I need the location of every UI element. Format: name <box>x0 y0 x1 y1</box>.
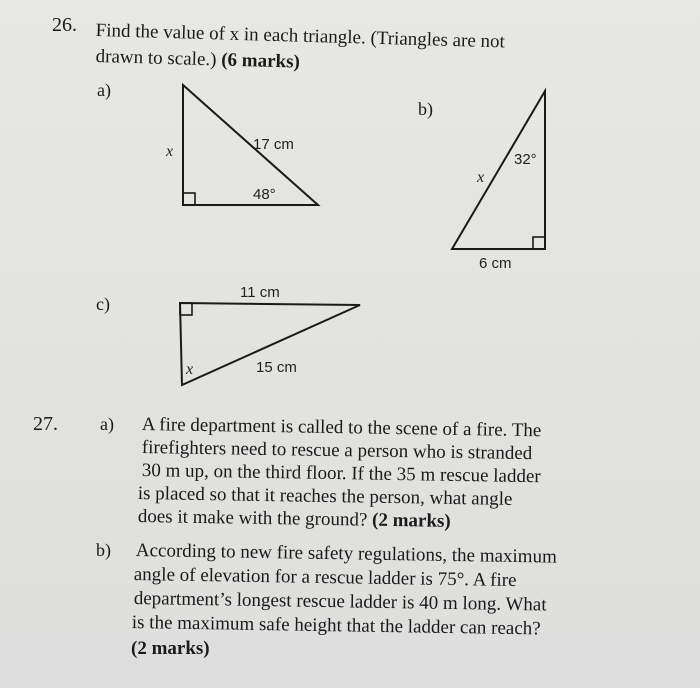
part-c-label: c) <box>96 294 110 314</box>
question-number-27: 27. <box>33 413 58 435</box>
triangle-a-hypotenuse-label: 17 cm <box>253 136 294 153</box>
q26-instruction-line1: Find the value of x in each triangle. (Triangles are not <box>95 20 506 53</box>
q27b-line-1: According to new fire safety regulations, the maximum <box>135 540 557 568</box>
q27a-line-2: firefighters need to rescue a person who is stranded <box>141 437 533 465</box>
q27a-line-5-text: does it make with the ground? <box>137 506 373 531</box>
q27-part-b-label: b) <box>96 540 111 560</box>
q27b-marks: (2 marks) <box>131 638 210 659</box>
q27-part-a-label: a) <box>100 414 114 434</box>
triangle-c-top-label: 11 cm <box>240 284 280 301</box>
q27a-marks: (2 marks) <box>371 509 451 532</box>
q27b-line-2: angle of elevation for a rescue ladder is 75°. A fire <box>133 564 517 592</box>
triangle-b-x-label: x <box>477 169 485 186</box>
triangle-c-hypotenuse-label: 15 cm <box>256 359 297 376</box>
q26-instruction-text: drawn to scale.) <box>95 46 222 71</box>
q27a-line-1: A fire department is called to the scene of a fire. The <box>141 414 542 442</box>
triangle-b-angle-label: 32° <box>514 151 537 168</box>
q27a-line-4: is placed so that it reaches the person, what angle <box>137 483 513 510</box>
part-b-label: b) <box>418 99 433 119</box>
triangle-b-base-label: 6 cm <box>479 255 512 272</box>
triangle-a-x-label: x <box>166 143 174 160</box>
q27a-line-3: 30 m up, on the third floor. If the 35 m rescue ladder <box>141 460 541 488</box>
triangle-c-x-label: x <box>186 361 194 378</box>
question-number-26: 26. <box>52 14 77 36</box>
q27b-line-4: is the maximum safe height that the ladder can reach? <box>131 612 541 640</box>
part-a-label: a) <box>97 80 111 100</box>
q26-marks: (6 marks) <box>220 49 301 73</box>
triangle-a-angle-label: 48° <box>253 186 276 203</box>
q27b-line-3: department’s longest rescue ladder is 40 m long. What <box>133 588 547 616</box>
